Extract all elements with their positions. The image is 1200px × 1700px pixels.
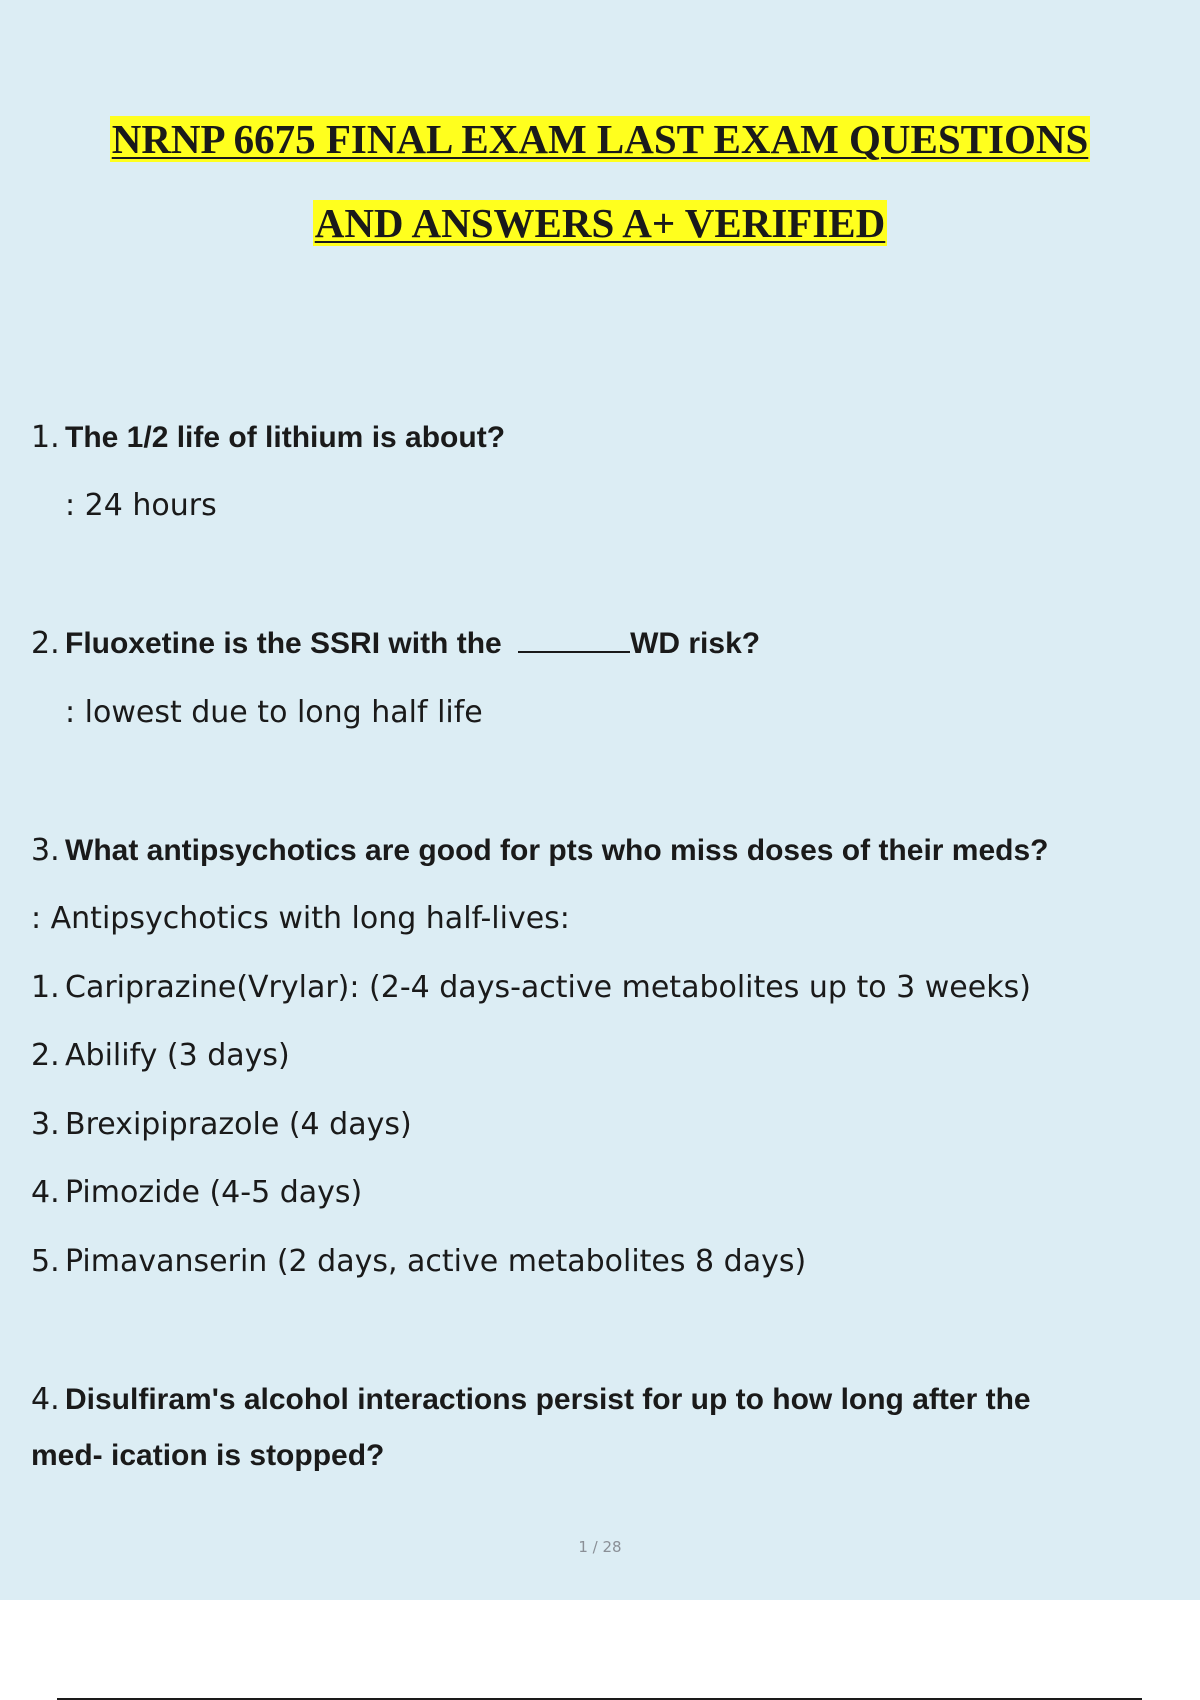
question-2-number: 2. bbox=[31, 626, 60, 661]
answer-3-item: 4. Pimozide (4-5 days) bbox=[31, 1175, 363, 1210]
answer-3-item: 1. Cariprazine(Vrylar): (2-4 days-active metabolites up to 3 weeks) bbox=[31, 970, 1031, 1005]
page-indicator: 1 / 28 bbox=[578, 1538, 622, 1556]
question-3-text: What antipsychotics are good for pts who miss doses of their meds? bbox=[65, 834, 1049, 867]
document-title-line-1: NRNP 6675 FINAL EXAM LAST EXAM QUESTIONS bbox=[111, 116, 1089, 162]
question-1-number: 1. bbox=[31, 420, 60, 455]
fill-in-blank bbox=[518, 625, 630, 653]
question-4-number: 4. bbox=[31, 1382, 60, 1417]
question-2-text-after: WD risk? bbox=[630, 627, 761, 660]
question-4 bbox=[31, 1382, 1031, 1418]
question-3-number: 3. bbox=[31, 833, 60, 868]
question-1-text: The 1/2 life of lithium is about? bbox=[65, 421, 506, 454]
question-4-text-line-1: Disulfiram's alcohol interactions persist for up to how long after the bbox=[65, 1383, 1031, 1416]
question-3 bbox=[31, 833, 1048, 869]
answer-2: : lowest due to long half life bbox=[65, 695, 483, 730]
answer-3-intro: : Antipsychotics with long half-lives: bbox=[31, 901, 570, 936]
answer-3-item: 2. Abilify (3 days) bbox=[31, 1038, 290, 1073]
answer-3-item: 5. Pimavanserin (2 days, active metabolites 8 days) bbox=[31, 1244, 807, 1279]
question-1 bbox=[31, 420, 505, 456]
answer-1: : 24 hours bbox=[65, 488, 217, 523]
question-4-text-line-2: med- ication is stopped? bbox=[31, 1439, 385, 1472]
answer-3-item: 3. Brexipiprazole (4 days) bbox=[31, 1107, 412, 1142]
question-2-text-before: Fluoxetine is the SSRI with the bbox=[65, 627, 511, 660]
document-title-line-2: AND ANSWERS A+ VERIFIED bbox=[314, 200, 886, 246]
question-2 bbox=[31, 625, 760, 662]
